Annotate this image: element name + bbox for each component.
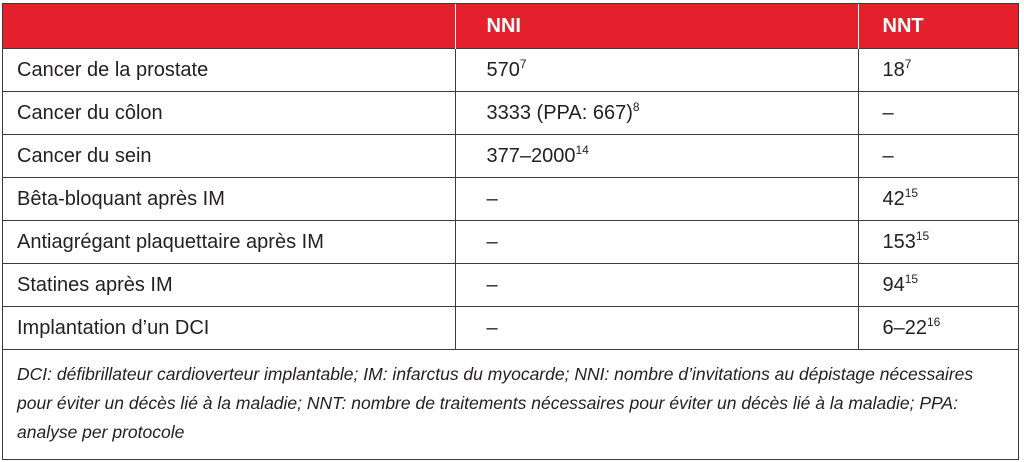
nni-reference: 7 — [519, 56, 527, 71]
table-row — [3, 178, 1018, 221]
nnt-value: 94 — [882, 273, 905, 296]
table-row — [3, 221, 1018, 264]
nni-cell — [455, 135, 858, 178]
nnt-cell — [858, 135, 1018, 178]
nnt-reference: 7 — [904, 56, 912, 71]
nni-cell — [455, 49, 858, 92]
nnt-reference: 15 — [904, 185, 919, 200]
header-cell-nnt: NNT — [858, 4, 1018, 49]
nnt-value: – — [882, 144, 894, 167]
nnt-reference: 16 — [927, 314, 941, 329]
row-label: Cancer du côlon — [3, 92, 455, 135]
nnt-value: 42 — [882, 187, 905, 210]
row-label: Implantation d’un DCI — [3, 307, 455, 350]
nnt-reference: 15 — [915, 228, 930, 243]
nnt-value: 153 — [882, 230, 916, 253]
table-row — [3, 307, 1018, 350]
nni-cell — [455, 221, 858, 264]
footnote-row — [3, 350, 1018, 460]
nni-cell — [455, 92, 858, 135]
header-row — [3, 4, 1018, 49]
nni-cell — [455, 307, 858, 350]
table-header — [3, 4, 1018, 49]
nni-value: 377–2000 — [486, 144, 576, 167]
row-label: Bêta-bloquant après IM — [3, 178, 455, 221]
nni-value: – — [486, 273, 498, 296]
table-row — [3, 264, 1018, 307]
nni-value: 3333 (PPA: 667) — [486, 101, 633, 124]
table-row — [3, 92, 1018, 135]
nni-value: 570 — [486, 58, 520, 81]
nni-value: – — [486, 316, 498, 339]
table-row — [3, 49, 1018, 92]
nnt-cell — [858, 221, 1018, 264]
table-row — [3, 135, 1018, 178]
nni-reference: 14 — [575, 142, 589, 157]
comparison-table — [2, 3, 1019, 460]
row-label: Statines après IM — [3, 264, 455, 307]
nni-value: – — [486, 187, 498, 210]
nni-cell — [455, 264, 858, 307]
nnt-value: 6–22 — [882, 316, 927, 339]
table-footnote: DCI: défibrillateur cardioverteur implantable; IM: infarctus du myocarde; NNI: nombre d’invitations au dépistage nécessaires pour éviter un décès lié à la maladie; NNT: nombre de traitements nécessaires pour éviter un décès lié à la maladie; PPA: analyse per protocole — [3, 350, 1018, 460]
nni-reference: 8 — [632, 99, 640, 114]
row-label: Cancer du sein — [3, 135, 455, 178]
row-label: Cancer de la prostate — [3, 49, 455, 92]
nnt-value: – — [882, 101, 894, 124]
header-cell-label — [3, 4, 455, 49]
nni-nnt-table — [3, 4, 1018, 459]
nnt-cell — [858, 307, 1018, 350]
nnt-value: 18 — [882, 58, 905, 81]
row-label: Antiagrégant plaquettaire après IM — [3, 221, 455, 264]
nnt-cell — [858, 178, 1018, 221]
table-body — [3, 49, 1018, 460]
nnt-cell — [858, 92, 1018, 135]
nnt-reference: 15 — [904, 271, 919, 286]
header-cell-nni: NNI — [455, 4, 858, 49]
nni-value: – — [486, 230, 498, 253]
nni-cell — [455, 178, 858, 221]
nnt-cell — [858, 49, 1018, 92]
nnt-cell — [858, 264, 1018, 307]
